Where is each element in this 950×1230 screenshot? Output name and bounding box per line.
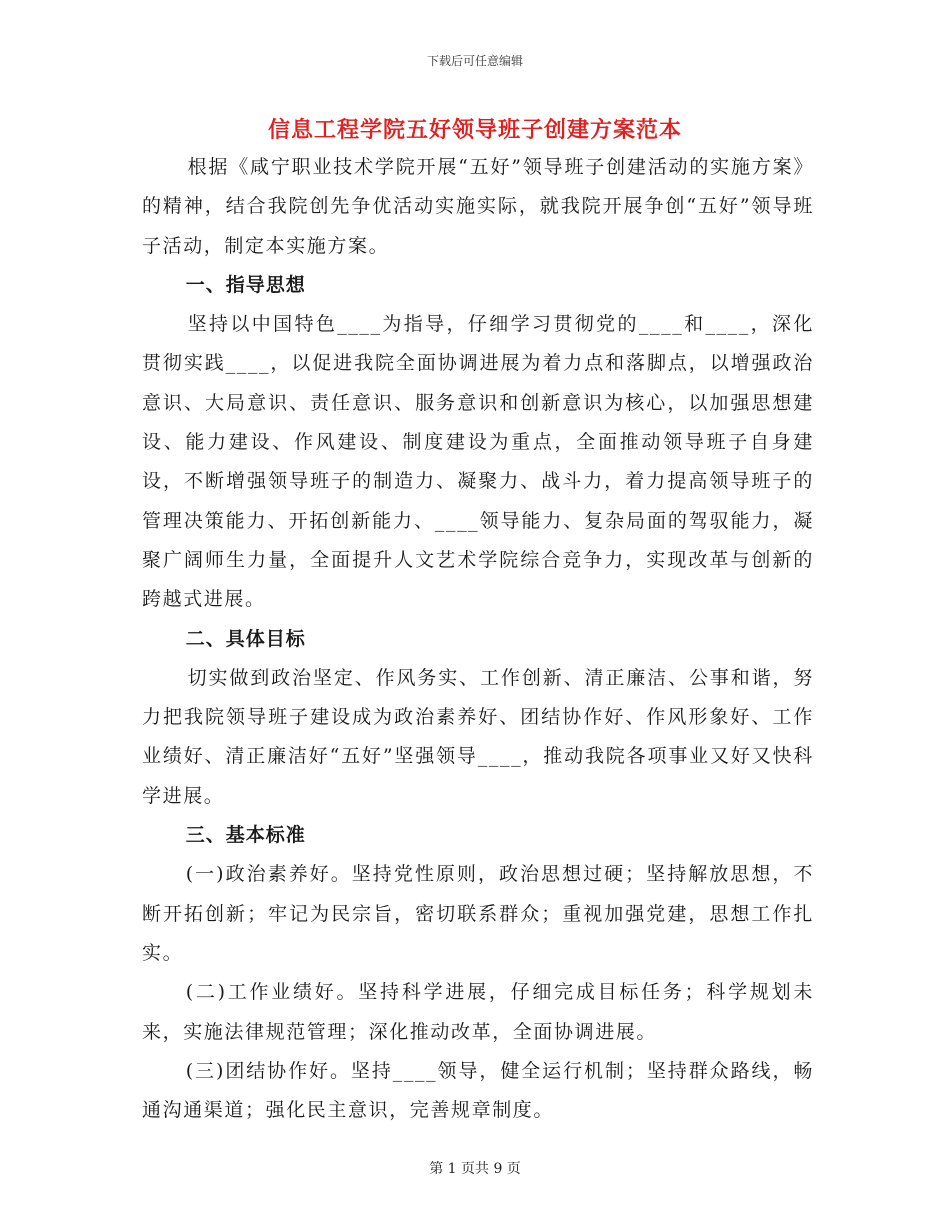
section-heading: 一、指导思想 <box>185 273 306 296</box>
section-specific-goals <box>142 620 814 816</box>
section-paragraph: (一)政治素养好。坚持党性原则，政治思想过硬；坚持解放思想，不断开拓创新；牢记为民宗旨，密切联系群众；重视加强党建，思想工作扎实。 <box>142 863 814 964</box>
section-basic-standards <box>142 816 814 1130</box>
document-body <box>142 148 814 1130</box>
intro-paragraph: 根据《咸宁职业技术学院开展“五好”领导班子创建活动的实施方案》的精神，结合我院创先争优活动实施实际，就我院开展争创“五好”领导班子活动，制定本实施方案。 <box>142 156 814 257</box>
section-paragraph: (二)工作业绩好。坚持科学进展，仔细完成目标任务；科学规划未来，实施法律规范管理；深化推动改革，全面协调进展。 <box>142 981 814 1043</box>
section-heading: 三、基本标准 <box>185 824 306 847</box>
section-paragraph: (三)团结协作好。坚持____领导，健全运行机制；坚持群众路线，畅通沟通渠道；强化民主意识，完善规章制度。 <box>142 1059 814 1122</box>
section-guiding-ideology <box>142 266 814 620</box>
page-header: 下载后可任意编辑 <box>426 54 523 68</box>
page-footer: 第 1 页共 9 页 <box>429 1161 521 1177</box>
section-paragraph: 坚持以中国特色____为指导，仔细学习贯彻党的____和____，深化贯彻实践____，以促进我院全面协调进展为着力点和落脚点，以增强政治意识、大局意识、责任意识、服务意识和创新意识为核心，以加强思想建设、能力建设、作风建设、制度建设为重点，全面推动领导班子自身建设，不断增强领导班子的制造力、凝聚力、战斗力，着力提高领导班子的管理决策能力、开拓创新能力、____领导能力、复杂局面的驾驭能力，凝聚广阔师生力量，全面提升人文艺术学院综合竞争力，实现改革与创新的跨越式进展。 <box>142 313 814 611</box>
section-heading: 二、具体目标 <box>185 627 306 650</box>
document-title: 信息工程学院五好领导班子创建方案范本 <box>267 118 682 143</box>
section-paragraph: 切实做到政治坚定、作风务实、工作创新、清正廉洁、公事和谐，努力把我院领导班子建设成为政治素养好、团结协作好、作风形象好、工作业绩好、清正廉洁好“五好”坚强领导____，推动我院各项事业又好又快科学进展。 <box>142 666 814 807</box>
